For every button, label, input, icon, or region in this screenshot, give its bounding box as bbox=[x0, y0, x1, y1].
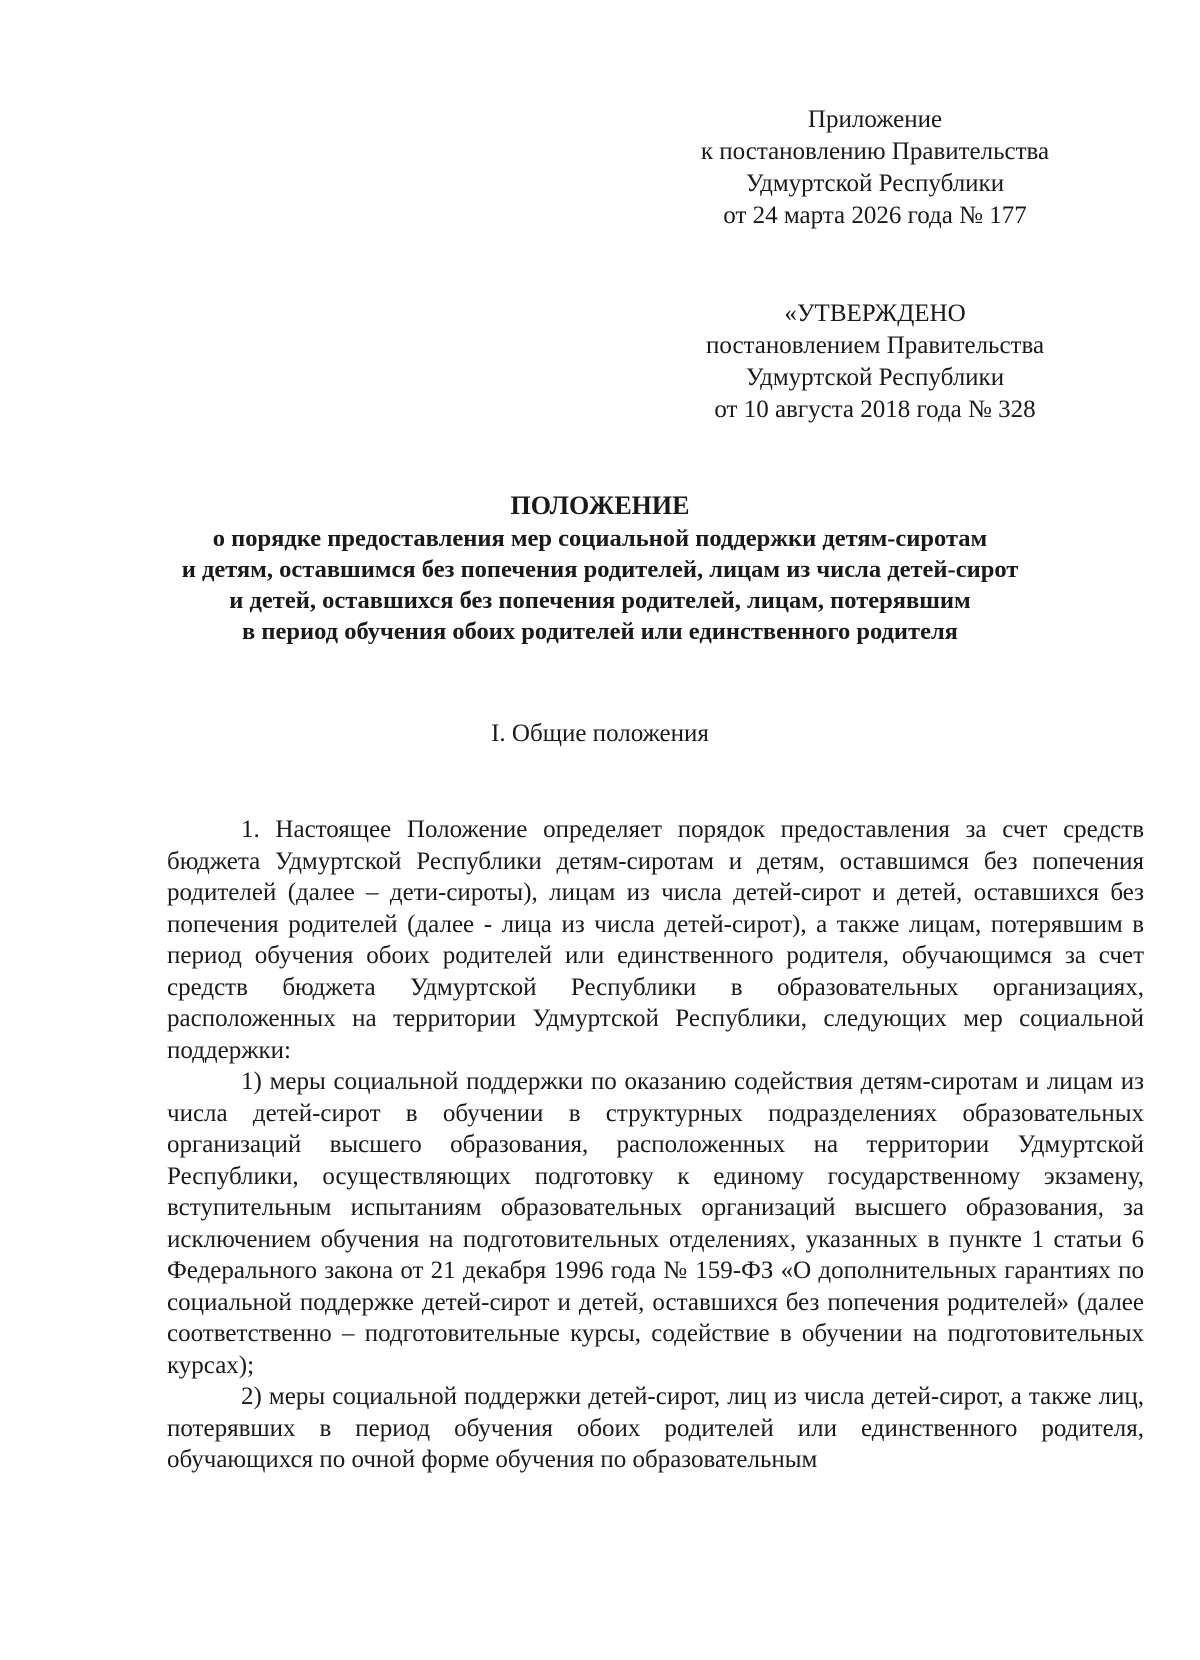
document-title-block bbox=[150, 490, 1050, 647]
approved-line: «УТВЕРЖДЕНО bbox=[784, 300, 966, 327]
approved-line: постановлением Правительства bbox=[705, 332, 1045, 359]
paragraph: 1) меры социальной поддержки по оказанию содействия детям-сиротам и лицам из числа детей-сирот в обучении в структурных подразделениях образовательных организаций высшего образования, расположенных на территории Удмуртской Республики, осуществляющих подготовку к единому государственному экзамену, вступительным испытаниям образовательных организаций высшего образования, за исключением обучения на подготовительных отделениях, указанных в пункте 1 статьи 6 Федерального закона от 21 декабря 1996 года № 159-ФЗ «О дополнительных гарантиях по социальной поддержке детей-сирот и детей, оставшихся без попечения родителей» (далее соответственно – подготовительные курсы, содействие в обучении на подготовительных курсах); bbox=[167, 1068, 1144, 1379]
paragraph: 1. Настоящее Положение определяет порядок предоставления за счет средств бюджета Удмуртской Республики детям-сиротам и детям, оставшимся без попечения родителей (далее – дети-сироты), лицам из числа детей-сирот и детей, оставшихся без попечения родителей (далее - лица из числа детей-сирот), а также лицам, потерявшим в период обучения обоих родителей или единственного родителя, обучающимся за счет средств бюджета Удмуртской Республики в образовательных организациях, расположенных на территории Удмуртской Республики, следующих мер социальной поддержки: bbox=[167, 816, 1144, 1064]
approved-line: от 10 августа 2018 года № 328 bbox=[714, 396, 1036, 423]
addendum-line: Приложение bbox=[807, 106, 943, 133]
document-body bbox=[167, 814, 1144, 1476]
document-subtitle-line: о порядке предоставления мер социальной поддержки детям-сиротам bbox=[212, 525, 988, 552]
addendum-line: от 24 марта 2026 года № 177 bbox=[723, 202, 1027, 229]
paragraph: 2) меры социальной поддержки детей-сирот, лиц из числа детей-сирот, а также лиц, потерявших в период обучения обоих родителей или единственного родителя, обучающихся по очной форме обучения по образовательным bbox=[167, 1383, 1144, 1473]
document-subtitle-line: в период обучения обоих родителей или единственного родителя bbox=[242, 618, 958, 645]
addendum-line: Удмуртской Республики bbox=[745, 170, 1005, 197]
document-subtitle-line: и детей, оставшихся без попечения родителей, лицам, потерявшим bbox=[229, 587, 971, 614]
document-subtitle-line: и детям, оставшимся без попечения родителей, лицам из числа детей-сирот bbox=[181, 556, 1019, 583]
approved-line: Удмуртской Республики bbox=[745, 364, 1005, 391]
section-heading: I. Общие положения bbox=[491, 720, 709, 747]
document-title: ПОЛОЖЕНИЕ bbox=[510, 491, 690, 520]
addendum-line: к постановлению Правительства bbox=[700, 138, 1050, 165]
approval-stamp-block bbox=[640, 298, 1110, 426]
addendum-header bbox=[640, 104, 1110, 232]
